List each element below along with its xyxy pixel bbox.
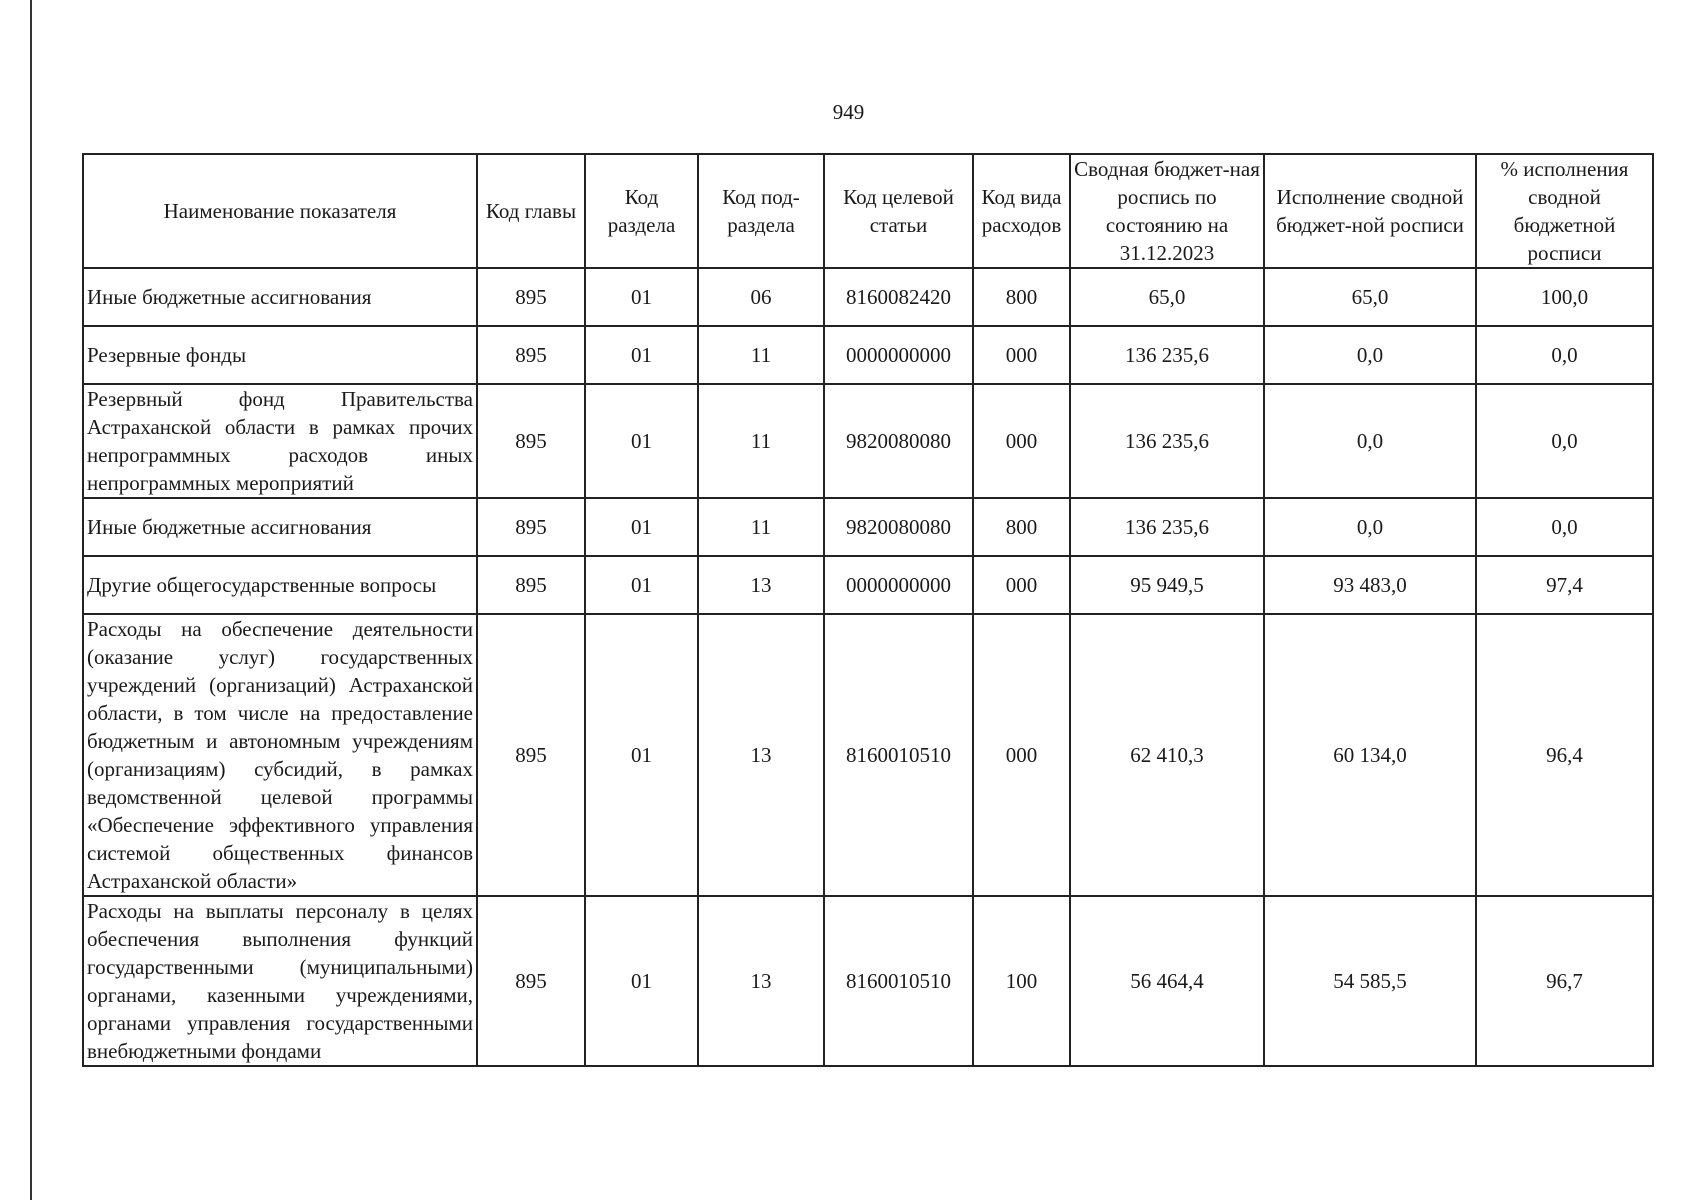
cell-expense-type-code: 000 <box>973 556 1070 614</box>
cell-target-article-code: 8160010510 <box>824 614 973 896</box>
table-row <box>83 384 1653 498</box>
cell-indicator-name: Резервные фонды <box>83 326 477 384</box>
header-section-code: Код раздела <box>585 154 698 268</box>
cell-expense-type-code: 800 <box>973 268 1070 326</box>
cell-execution: 65,0 <box>1264 268 1476 326</box>
table-row <box>83 498 1653 556</box>
cell-expense-type-code: 000 <box>973 614 1070 896</box>
table-row <box>83 556 1653 614</box>
cell-target-article-code: 0000000000 <box>824 556 973 614</box>
cell-expense-type-code: 000 <box>973 384 1070 498</box>
cell-execution-percent: 97,4 <box>1476 556 1653 614</box>
header-target-article-code: Код целевой статьи <box>824 154 973 268</box>
cell-subsection-code: 13 <box>698 896 824 1066</box>
cell-subsection-code: 11 <box>698 384 824 498</box>
cell-execution-percent: 0,0 <box>1476 384 1653 498</box>
cell-subsection-code: 11 <box>698 326 824 384</box>
cell-section-code: 01 <box>585 268 698 326</box>
header-chapter-code: Код главы <box>477 154 585 268</box>
cell-indicator-name: Другие общегосударственные вопросы <box>83 556 477 614</box>
page-number: 949 <box>832 100 865 124</box>
cell-subsection-code: 13 <box>698 614 824 896</box>
cell-consolidated-budget: 62 410,3 <box>1070 614 1264 896</box>
binding-line <box>30 0 32 1200</box>
cell-chapter-code: 895 <box>477 896 585 1066</box>
header-execution-percent: % исполнения сводной бюджетной росписи <box>1476 154 1653 268</box>
cell-subsection-code: 13 <box>698 556 824 614</box>
header-consolidated-budget: Сводная бюджет-ная роспись по состоянию на 31.12.2023 <box>1070 154 1264 268</box>
cell-section-code: 01 <box>585 896 698 1066</box>
cell-indicator-name: Расходы на выплаты персоналу в целях обеспечения выполнения функций государственными (муниципальными) органами, казенными учреждениями, органами управления государственными внебюджетными фондами <box>83 896 477 1066</box>
cell-subsection-code: 06 <box>698 268 824 326</box>
cell-target-article-code: 8160010510 <box>824 896 973 1066</box>
header-expense-type-code: Код вида расходов <box>973 154 1070 268</box>
header-subsection-code: Код под-раздела <box>698 154 824 268</box>
cell-chapter-code: 895 <box>477 498 585 556</box>
cell-section-code: 01 <box>585 326 698 384</box>
cell-section-code: 01 <box>585 614 698 896</box>
table-row <box>83 896 1653 1066</box>
cell-execution: 0,0 <box>1264 384 1476 498</box>
cell-execution: 0,0 <box>1264 326 1476 384</box>
cell-execution: 93 483,0 <box>1264 556 1476 614</box>
table-row <box>83 268 1653 326</box>
header-execution: Исполнение сводной бюджет-ной росписи <box>1264 154 1476 268</box>
cell-consolidated-budget: 95 949,5 <box>1070 556 1264 614</box>
cell-section-code: 01 <box>585 556 698 614</box>
cell-execution-percent: 0,0 <box>1476 326 1653 384</box>
cell-indicator-name: Иные бюджетные ассигнования <box>83 498 477 556</box>
header-indicator-name: Наименование показателя <box>83 154 477 268</box>
cell-execution-percent: 0,0 <box>1476 498 1653 556</box>
budget-execution-table <box>82 153 1654 1067</box>
cell-consolidated-budget: 65,0 <box>1070 268 1264 326</box>
cell-execution-percent: 96,4 <box>1476 614 1653 896</box>
cell-chapter-code: 895 <box>477 326 585 384</box>
cell-chapter-code: 895 <box>477 384 585 498</box>
cell-execution: 54 585,5 <box>1264 896 1476 1066</box>
cell-indicator-name: Расходы на обеспечение деятельности (оказание услуг) государственных учреждений (организаций) Астраханской области, в том числе на предоставление бюджетным и автономным учреждениям (организациям) субсидий, в рамках ведомственной целевой программы «Обеспечение эффективного управления системой общественных финансов Астраханской области» <box>83 614 477 896</box>
header-row <box>83 154 1653 268</box>
cell-indicator-name: Иные бюджетные ассигнования <box>83 268 477 326</box>
cell-indicator-name: Резервный фонд Правительства Астраханской области в рамках прочих непрограммных расходов иных непрограммных мероприятий <box>83 384 477 498</box>
cell-execution-percent: 96,7 <box>1476 896 1653 1066</box>
cell-expense-type-code: 100 <box>973 896 1070 1066</box>
cell-consolidated-budget: 136 235,6 <box>1070 326 1264 384</box>
table-row <box>83 614 1653 896</box>
cell-expense-type-code: 000 <box>973 326 1070 384</box>
cell-target-article-code: 8160082420 <box>824 268 973 326</box>
cell-consolidated-budget: 56 464,4 <box>1070 896 1264 1066</box>
cell-target-article-code: 9820080080 <box>824 498 973 556</box>
cell-consolidated-budget: 136 235,6 <box>1070 498 1264 556</box>
cell-chapter-code: 895 <box>477 556 585 614</box>
cell-subsection-code: 11 <box>698 498 824 556</box>
cell-section-code: 01 <box>585 498 698 556</box>
cell-execution: 0,0 <box>1264 498 1476 556</box>
cell-consolidated-budget: 136 235,6 <box>1070 384 1264 498</box>
cell-expense-type-code: 800 <box>973 498 1070 556</box>
cell-chapter-code: 895 <box>477 268 585 326</box>
cell-section-code: 01 <box>585 384 698 498</box>
cell-target-article-code: 9820080080 <box>824 384 973 498</box>
table-row <box>83 326 1653 384</box>
cell-execution: 60 134,0 <box>1264 614 1476 896</box>
cell-execution-percent: 100,0 <box>1476 268 1653 326</box>
cell-chapter-code: 895 <box>477 614 585 896</box>
cell-target-article-code: 0000000000 <box>824 326 973 384</box>
